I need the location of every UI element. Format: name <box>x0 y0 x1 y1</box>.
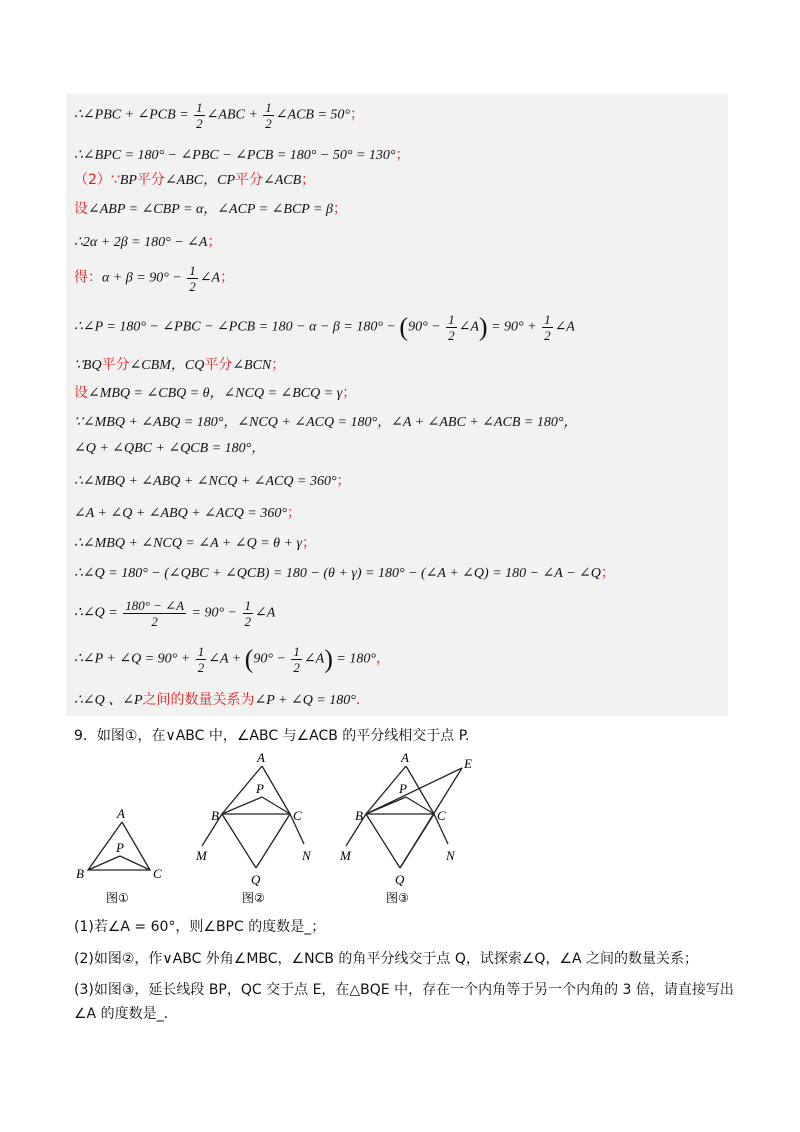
solution-line-11: ∠Q + ∠QBC + ∠QCB = 180°， <box>74 441 266 456</box>
solution-line-8: ∵BQ平分∠CBM，CQ平分∠BCN； <box>74 357 286 373</box>
question-9-part-3: (3)如图③，延长线段 BP，QC 交于点 E，在△BQE 中，存在一个内角等于另一个内角的 3 倍，请直接写出 <box>74 982 734 998</box>
fig3-label-a: A <box>401 750 409 765</box>
question-9-stem: 9．如图①，在∨ABC 中，∠ABC 与∠ACB 的平分线相交于点 P. <box>74 728 470 744</box>
geometry-figures <box>0 748 800 908</box>
fig3-label-q: Q <box>395 872 405 887</box>
question-9-part-2: (2)如图②，作∨ABC 外角∠MBC，∠NCB 的角平分线交于点 Q，试探索∠Q，∠A 之间的数量关系； <box>74 951 699 967</box>
fig3-label-m: M <box>340 848 351 863</box>
fig2-label-c: C <box>293 808 302 823</box>
fig3-label-b: B <box>355 808 363 823</box>
solution-line-16: ∴∠Q = $\frac{180^\circ - \angle A}{2}$ = 90° − $\frac{1}{2}$ ∠A <box>74 598 276 629</box>
solution-line-18: ∴∠Q 、∠P之间的数量关系为∠P + ∠Q = 180°. <box>74 692 361 708</box>
solution-line-13: ∠A + ∠Q + ∠ABQ + ∠ACQ = 360°； <box>74 505 301 521</box>
fig2-label-m: M <box>196 848 207 863</box>
solution-line-14: ∴∠MBQ + ∠NCQ = ∠A + ∠Q = θ + γ； <box>74 535 316 551</box>
solution-line-4: 设∠ABP = ∠CBP = α，∠ACP = ∠BCP = β； <box>74 201 347 217</box>
solution-line-7: ∴∠P = 180° − ∠PBC − ∠PCB = 180 − α − β = 180° − (90° − $\frac{1}{2}$ ∠A) = 90° + $\frac{1}{2}$ ∠A <box>74 312 575 343</box>
fig1-label-b: B <box>76 866 84 881</box>
fig3-caption: 图③ <box>386 891 409 905</box>
fig1-label-c: C <box>153 866 162 881</box>
fig3-label-e: E <box>464 756 472 771</box>
solution-line-9: 设∠MBQ = ∠CBQ = θ，∠NCQ = ∠BCQ = γ； <box>74 385 357 401</box>
fig2-label-q: Q <box>251 872 261 887</box>
solution-line-12: ∴∠MBQ + ∠ABQ + ∠NCQ + ∠ACQ = 360°； <box>74 473 351 489</box>
solution-line-15: ∴∠Q = 180° − (∠QBC + ∠QCB) = 180 − (θ + γ) = 180° − (∠A + ∠Q) = 180 − ∠A − ∠Q； <box>74 565 615 581</box>
solution-line-2: ∴∠BPC = 180° − ∠PBC − ∠PCB = 180° − 50° = 130°； <box>74 147 410 163</box>
fig3-label-n: N <box>446 848 455 863</box>
solution-line-10: ∵∠MBQ + ∠ABQ = 180°，∠NCQ + ∠ACQ = 180°，∠A + ∠ABC + ∠ACB = 180°， <box>74 415 578 430</box>
solution-line-6: 得：α + β = 90° − $\frac{1}{2}$ ∠A； <box>74 263 235 294</box>
fig2-caption: 图② <box>242 891 265 905</box>
fig2-label-n: N <box>302 848 311 863</box>
solution-line-1: ∴∠PBC + ∠PCB = $\frac{1}{2}$ ∠ABC + $\frac{1}{2}$ ∠ACB = 50°； <box>74 100 364 131</box>
fig1-caption: 图① <box>106 891 129 905</box>
fig3-label-c: C <box>437 808 446 823</box>
fig1-label-p: P <box>116 840 124 855</box>
solution-line-5: ∴2α + 2β = 180° − ∠A； <box>74 234 222 250</box>
question-9-part-3-answer: ∠A 的度数是_. <box>74 1006 169 1022</box>
fig2-label-a: A <box>257 750 265 765</box>
question-9-part-1: (1)若∠A = 60°，则∠BPC 的度数是_； <box>74 919 326 935</box>
solution-line-3: （2）∵BP平分∠ABC，CP平分∠ACB； <box>74 172 316 188</box>
solution-line-17: ∴∠P + ∠Q = 90° + $\frac{1}{2}$ ∠A + (90° − $\frac{1}{2}$ ∠A) = 180°， <box>74 644 390 675</box>
fig2-label-p: P <box>256 781 264 796</box>
fig1-label-a: A <box>117 806 125 821</box>
fig3-label-p: P <box>399 781 407 796</box>
fig2-label-b: B <box>211 808 219 823</box>
